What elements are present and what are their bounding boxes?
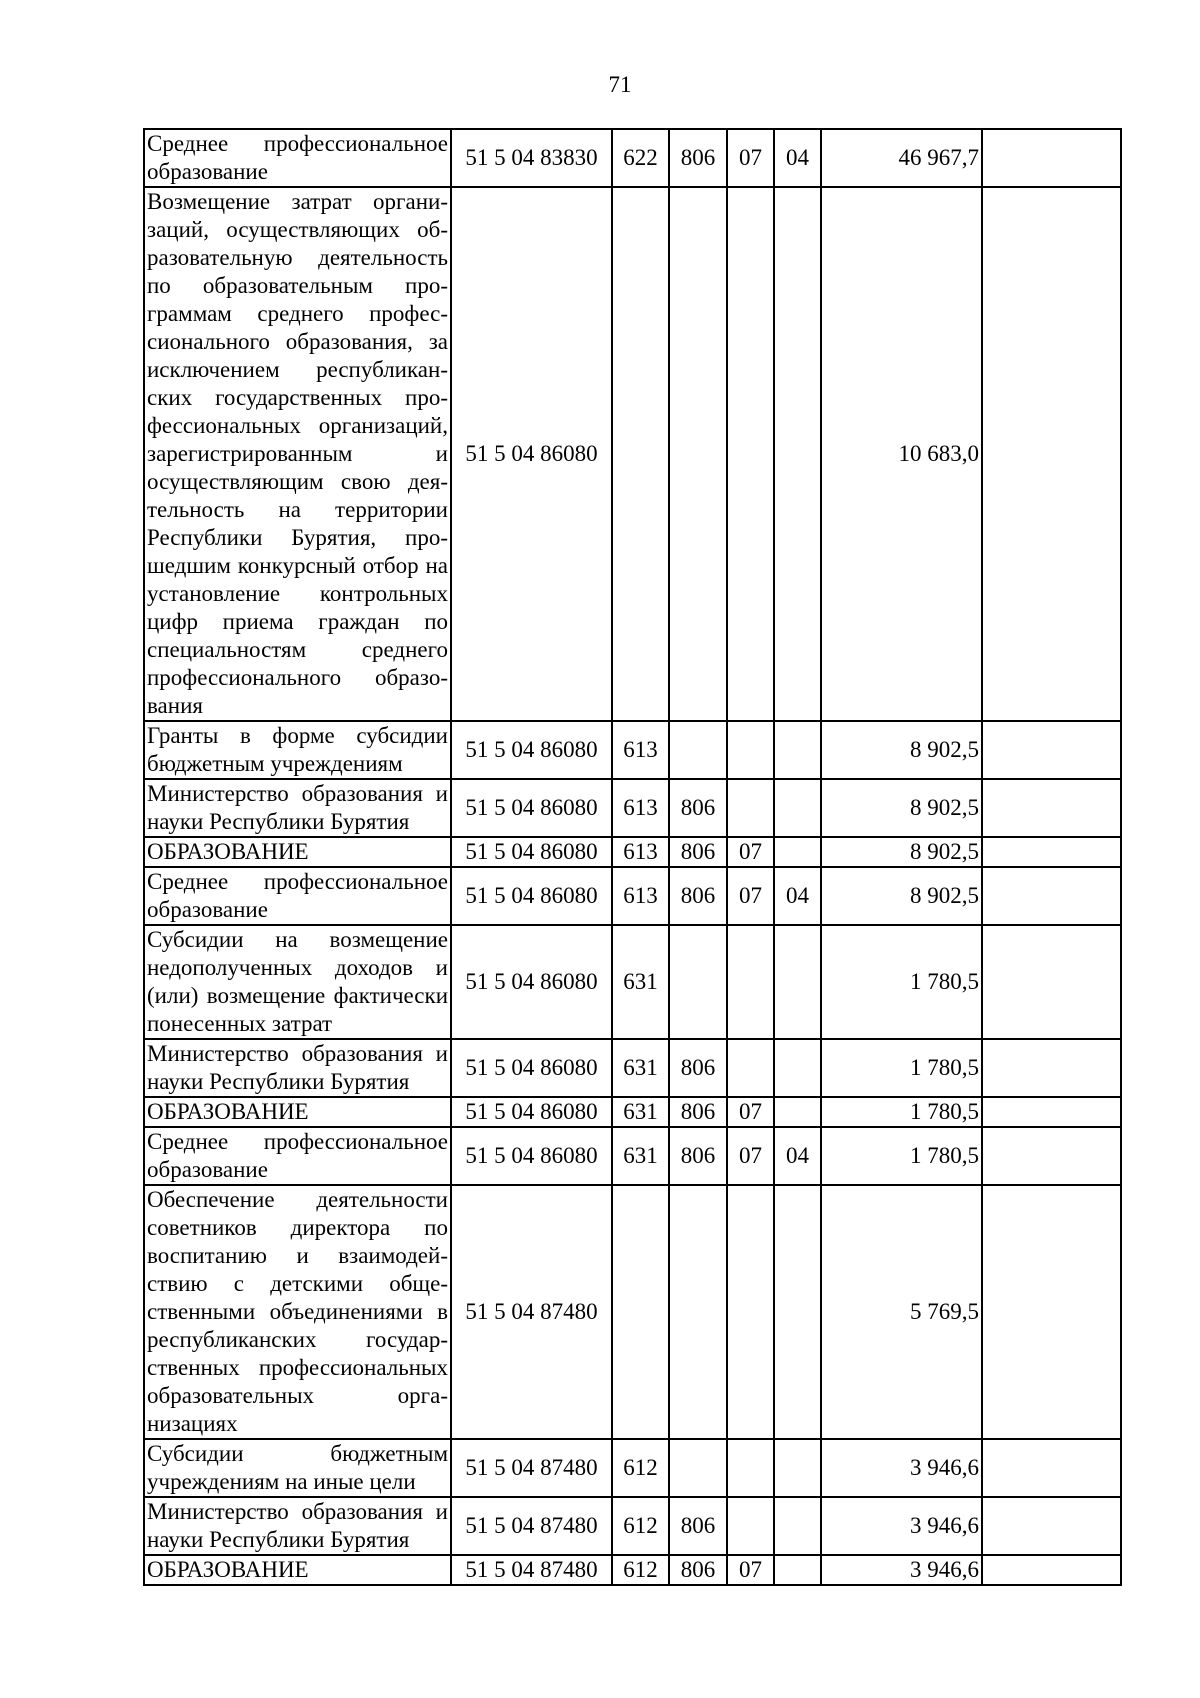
administrator-code: 806 [669,1555,727,1585]
row-description: Среднее профессиональное образование [144,1127,451,1185]
amount-value: 8 902,5 [821,721,982,779]
amount-value: 1 780,5 [821,1127,982,1185]
extra-cell [982,925,1121,1039]
expense-type-code: 631 [612,925,669,1039]
amount-value: 3 946,6 [821,1497,982,1555]
target-article-code: 51 5 04 86080 [451,779,612,837]
extra-cell [982,1185,1121,1439]
row-description: ОБРАЗОВАНИЕ [144,1097,451,1127]
extra-cell [982,721,1121,779]
subsection-code [774,1039,821,1097]
section-code [727,1185,774,1439]
row-description: ОБРАЗОВАНИЕ [144,837,451,867]
target-article-code: 51 5 04 86080 [451,721,612,779]
amount-value: 1 780,5 [821,925,982,1039]
expense-type-code: 613 [612,867,669,925]
table-row [144,779,1121,837]
row-description: Министерство образования и науки Республики Бурятия [144,779,451,837]
section-code [727,187,774,721]
expense-type-code [612,187,669,721]
section-code [727,1497,774,1555]
subsection-code [774,837,821,867]
section-code: 07 [727,1555,774,1585]
subsection-code [774,1097,821,1127]
expense-type-code: 631 [612,1039,669,1097]
row-description: ОБРАЗОВАНИЕ [144,1555,451,1585]
extra-cell [982,1439,1121,1497]
section-code [727,721,774,779]
extra-cell [982,1097,1121,1127]
row-description: Возмещение затрат организаций, осуществляющих образовательную деятельность по образовательным программам среднего профессионального образования, за исключением республиканских государственных профессиональных организаций, зарегистрированным и осуществляющим свою деятельность на территории Республики Бурятия, прошедшим конкурсный отбор на установление контрольных цифр приема граждан по специальностям среднего профессионального образования [144,187,451,721]
administrator-code: 806 [669,1097,727,1127]
extra-cell [982,1039,1121,1097]
extra-cell [982,129,1121,187]
amount-value: 8 902,5 [821,867,982,925]
extra-cell [982,837,1121,867]
row-description: Обеспечение деятельности советников директора по воспитанию и взаимодействию с детскими общественными объединениями в республиканских государственных профессиональных образовательных организациях [144,1185,451,1439]
target-article-code: 51 5 04 87480 [451,1497,612,1555]
section-code: 07 [727,867,774,925]
subsection-code [774,1439,821,1497]
amount-value: 10 683,0 [821,187,982,721]
expense-type-code: 612 [612,1439,669,1497]
expense-type-code: 612 [612,1555,669,1585]
section-code [727,779,774,837]
target-article-code: 51 5 04 87480 [451,1555,612,1585]
table-row [144,129,1121,187]
expense-type-code: 613 [612,779,669,837]
row-description: Министерство образования и науки Республики Бурятия [144,1497,451,1555]
table-row [144,187,1121,721]
section-code: 07 [727,129,774,187]
subsection-code [774,1497,821,1555]
row-description: Гранты в форме субсидии бюджетным учреждениям [144,721,451,779]
amount-value: 8 902,5 [821,837,982,867]
expense-type-code: 631 [612,1127,669,1185]
row-description: Среднее профессиональное образование [144,129,451,187]
target-article-code: 51 5 04 86080 [451,1039,612,1097]
administrator-code: 806 [669,1497,727,1555]
amount-value: 8 902,5 [821,779,982,837]
table-row [144,867,1121,925]
subsection-code: 04 [774,129,821,187]
amount-value: 5 769,5 [821,1185,982,1439]
expense-type-code: 622 [612,129,669,187]
target-article-code: 51 5 04 86080 [451,837,612,867]
amount-value: 46 967,7 [821,129,982,187]
subsection-code: 04 [774,867,821,925]
extra-cell [982,187,1121,721]
table-row [144,1097,1121,1127]
amount-value: 3 946,6 [821,1439,982,1497]
table-row [144,721,1121,779]
section-code [727,925,774,1039]
section-code [727,1439,774,1497]
subsection-code [774,1185,821,1439]
extra-cell [982,1127,1121,1185]
expense-type-code: 631 [612,1097,669,1127]
administrator-code: 806 [669,779,727,837]
administrator-code: 806 [669,1127,727,1185]
amount-value: 1 780,5 [821,1039,982,1097]
administrator-code [669,187,727,721]
table-row [144,1185,1121,1439]
subsection-code [774,1555,821,1585]
administrator-code: 806 [669,837,727,867]
row-description: Субсидии бюджетным учреждениям на иные цели [144,1439,451,1497]
extra-cell [982,867,1121,925]
table-row [144,837,1121,867]
subsection-code [774,925,821,1039]
administrator-code: 806 [669,867,727,925]
table-row [144,1039,1121,1097]
subsection-code [774,721,821,779]
target-article-code: 51 5 04 87480 [451,1185,612,1439]
subsection-code [774,779,821,837]
row-description: Министерство образования и науки Республики Бурятия [144,1039,451,1097]
expense-type-code [612,1185,669,1439]
target-article-code: 51 5 04 86080 [451,925,612,1039]
target-article-code: 51 5 04 86080 [451,187,612,721]
extra-cell [982,1555,1121,1585]
target-article-code: 51 5 04 86080 [451,867,612,925]
section-code [727,1039,774,1097]
expense-type-code: 612 [612,1497,669,1555]
table-row [144,1497,1121,1555]
budget-table [143,128,1122,1586]
table-row [144,1555,1121,1585]
administrator-code [669,925,727,1039]
row-description: Субсидии на возмещение недополученных доходов и (или) возмещение фактически понесенных затрат [144,925,451,1039]
administrator-code [669,1185,727,1439]
administrator-code [669,721,727,779]
extra-cell [982,1497,1121,1555]
table-body [144,129,1121,1585]
amount-value: 3 946,6 [821,1555,982,1585]
target-article-code: 51 5 04 87480 [451,1439,612,1497]
administrator-code: 806 [669,129,727,187]
table-row [144,1127,1121,1185]
section-code: 07 [727,837,774,867]
section-code: 07 [727,1127,774,1185]
subsection-code: 04 [774,1127,821,1185]
row-description: Среднее профессиональное образование [144,867,451,925]
subsection-code [774,187,821,721]
administrator-code: 806 [669,1039,727,1097]
amount-value: 1 780,5 [821,1097,982,1127]
expense-type-code: 613 [612,837,669,867]
table-row [144,1439,1121,1497]
table-row [144,925,1121,1039]
target-article-code: 51 5 04 86080 [451,1127,612,1185]
administrator-code [669,1439,727,1497]
target-article-code: 51 5 04 83830 [451,129,612,187]
extra-cell [982,779,1121,837]
target-article-code: 51 5 04 86080 [451,1097,612,1127]
page-number: 71 [608,72,632,97]
section-code: 07 [727,1097,774,1127]
expense-type-code: 613 [612,721,669,779]
